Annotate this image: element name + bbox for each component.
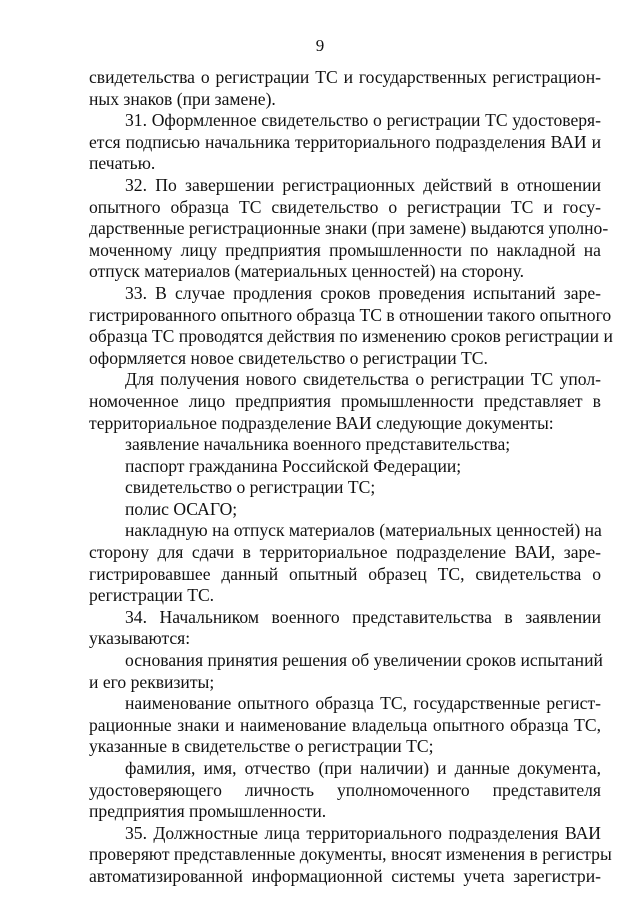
text-line: указываются:: [89, 628, 191, 649]
text-line: дарственные регистрационные знаки (при замене) выдаются уполно-: [89, 218, 609, 239]
text-line: сторону для сдачи в территориальное подразделение ВАИ, заре-: [89, 542, 601, 563]
text-line: регистрации ТС.: [89, 585, 215, 606]
document-body: [89, 67, 613, 888]
text-line: наименование опытного образца ТС, государственные регист-: [125, 693, 601, 714]
text-line: заявление начальника военного представительства;: [125, 434, 511, 455]
text-line: свидетельство о регистрации ТС;: [125, 477, 376, 498]
text-line: автоматизированной информационной системы учета зарегистри-: [89, 865, 601, 886]
text-line: 33. В случае продления сроков проведения испытаний заре-: [125, 282, 601, 303]
text-line: основания принятия решения об увеличении сроков испытаний: [125, 650, 603, 671]
text-line: проверяют представленные документы, вносят изменения в регистры: [89, 844, 612, 865]
text-line: печатью.: [89, 153, 156, 174]
text-line: 34. Начальником военного представительства в заявлении: [125, 606, 601, 627]
text-line: и его реквизиты;: [89, 671, 215, 692]
text-line: Для получения нового свидетельства о регистрации ТС упол-: [125, 369, 601, 390]
text-line: 35. Должностные лица территориального подразделения ВАИ: [125, 822, 601, 843]
text-line: территориальное подразделение ВАИ следующие документы:: [89, 412, 554, 433]
text-line: 31. Оформленное свидетельство о регистрации ТС удостоверя-: [125, 110, 601, 131]
text-line: оформляется новое свидетельство о регистрации ТС.: [89, 347, 488, 368]
text-line: накладную на отпуск материалов (материальных ценностей) на: [125, 520, 602, 541]
text-line: номоченное лицо предприятия промышленности представляет в: [89, 390, 601, 411]
text-line: опытного образца ТС свидетельство о регистрации ТС и госу-: [89, 196, 601, 217]
text-line: гистрировавшее данный опытный образец ТС, свидетельства о: [89, 563, 601, 584]
text-line: удостоверяющего личность уполномоченного представителя: [89, 779, 601, 800]
text-line: свидетельства о регистрации ТС и государственных регистрацион-: [89, 67, 601, 87]
text-line: паспорт гражданина Российской Федерации;: [125, 455, 462, 476]
text-line: предприятия промышленности.: [89, 801, 327, 822]
text-line: гистрированного опытного образца ТС в отношении такого опытного: [89, 304, 612, 325]
text-line: фамилия, имя, отчество (при наличии) и данные документа,: [125, 758, 601, 778]
text-line: рационные знаки и наименование владельца опытного образца ТС,: [89, 714, 601, 735]
text-line: ных знаков (при замене).: [89, 88, 276, 109]
text-line: отпуск материалов (материальных ценностей) на сторону.: [89, 261, 525, 282]
text-line: указанные в свидетельстве о регистрации ТС;: [89, 736, 434, 757]
text-line: ется подписью начальника территориального подразделения ВАИ и: [89, 131, 601, 152]
text-line: образца ТС проводятся действия по изменению сроков регистрации и: [89, 326, 613, 347]
text-line: полис ОСАГО;: [125, 498, 238, 519]
page-number: 9: [315, 36, 325, 55]
text-line: 32. По завершении регистрационных действий в отношении: [125, 174, 601, 195]
text-line: моченному лицу предприятия промышленности по накладной на: [89, 239, 601, 260]
